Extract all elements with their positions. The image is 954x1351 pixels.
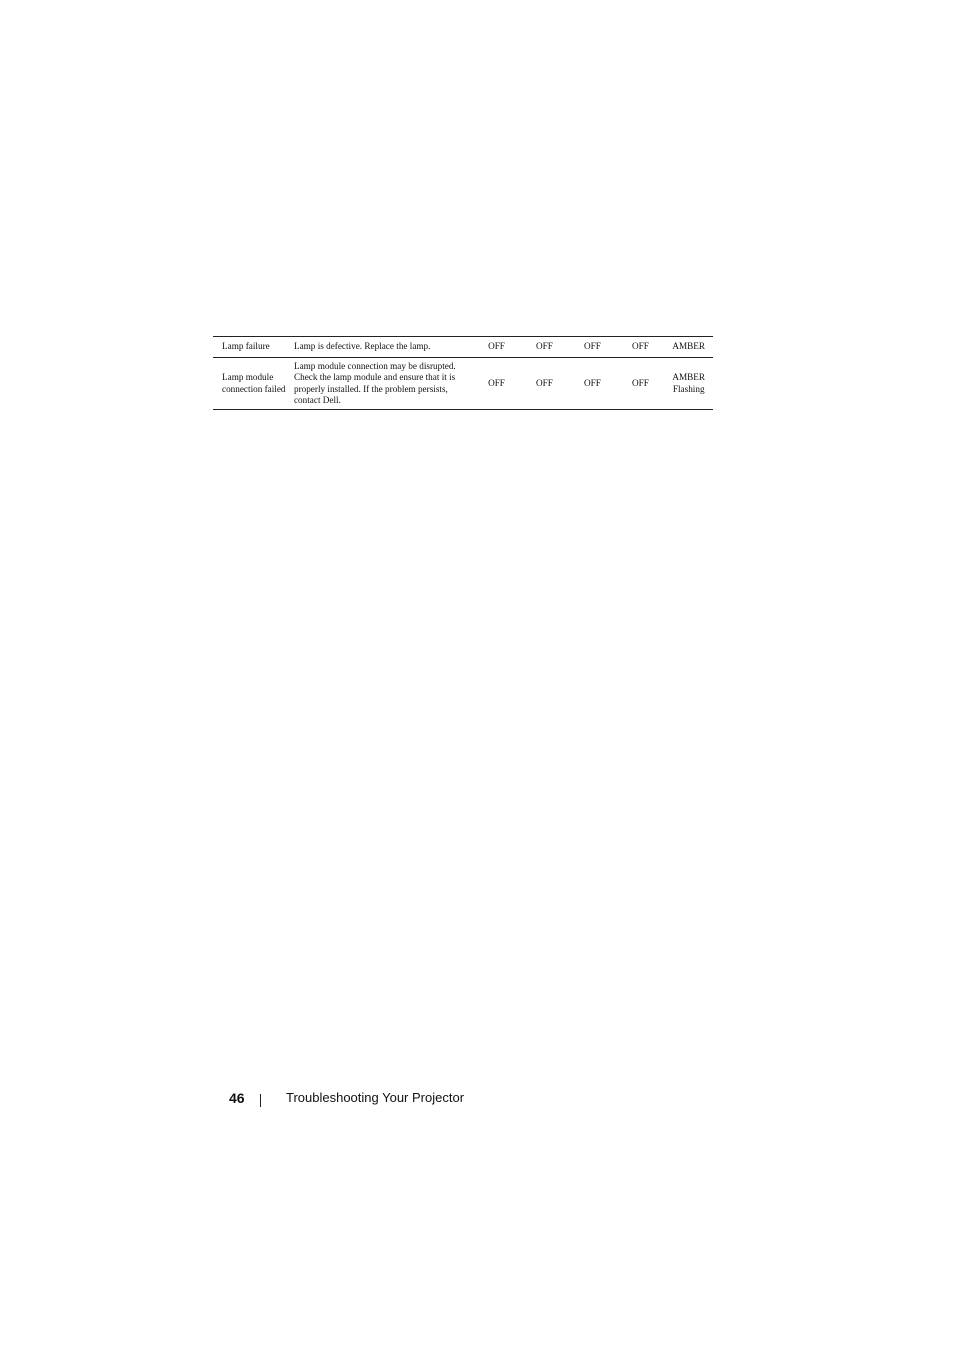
- footer-title: Troubleshooting Your Projector: [286, 1090, 465, 1105]
- led-status-text: OFF: [488, 341, 505, 352]
- problem-cell: [213, 358, 294, 410]
- problem-cell: [213, 337, 294, 358]
- led-status-text: OFF: [632, 377, 649, 388]
- page-number: 46: [229, 1090, 245, 1106]
- description-cell: [294, 358, 473, 410]
- problem-text: Lamp module connection failed: [222, 372, 286, 394]
- description-text: Lamp module connection may be disrupted. Check the lamp module and ensure that it is properly installed. If the problem persists, contact Dell.: [293, 360, 456, 405]
- table-row: [213, 358, 713, 410]
- led-status-table: [213, 336, 713, 410]
- led-cell: [568, 358, 616, 410]
- led-status-text: OFF: [584, 341, 601, 352]
- description-cell: [294, 337, 473, 358]
- led-status-text: OFF: [488, 377, 505, 388]
- footer-divider: [260, 1094, 261, 1107]
- led-status-text: OFF: [584, 377, 601, 388]
- led-cell: [520, 337, 568, 358]
- led-cell: [664, 337, 713, 358]
- led-cell: [473, 358, 521, 410]
- problem-text: Lamp failure: [222, 341, 270, 352]
- led-status-text: OFF: [536, 377, 553, 388]
- led-status-text: AMBER: [672, 341, 706, 352]
- led-cell: [616, 337, 664, 358]
- description-text: Lamp is defective. Replace the lamp.: [293, 341, 431, 352]
- led-cell: [616, 358, 664, 410]
- led-cell: [520, 358, 568, 410]
- table-row: [213, 337, 713, 358]
- led-status-text: OFF: [632, 341, 649, 352]
- led-cell: [568, 337, 616, 358]
- led-cell: [473, 337, 521, 358]
- led-status-text: AMBER Flashing: [672, 372, 706, 394]
- led-status-text: OFF: [536, 341, 553, 352]
- led-cell: [664, 358, 713, 410]
